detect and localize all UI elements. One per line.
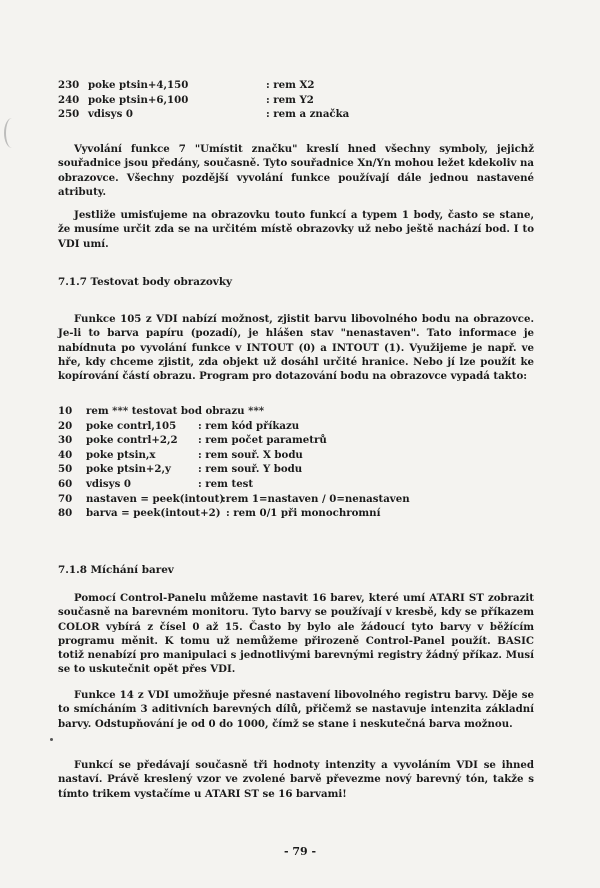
code-comment: : rem X2 [266,79,315,91]
code-line [58,506,410,521]
code-line [58,78,349,93]
paragraph: Vyvolání funkce 7 "Umístit značku" kreslí hned všechny symboly, jejichž souřadnice jsou předány, současně. Tyto souřadnice Xn/Yn mohou ležet kdekoliv na obrazovce. Všechny pozdější vyvolání funkce používají dále jednou nastavené atributy. [58,143,534,198]
code-line [58,93,349,108]
line-number: 240 [58,93,80,106]
section-heading: 7.1.7 Testovat body obrazovky [58,276,233,288]
line-number: 80 [58,507,73,520]
line-number: 230 [58,79,80,91]
code-comment: : rem 0/1 při monochromní [226,507,381,520]
page-number: - 79 - [283,845,317,858]
code-statement: vdisys 0 [86,477,131,490]
line-number: 30 [58,434,73,447]
code-comment: : rem Y2 [266,93,314,106]
code-comment: : rem souř. Y bodu [198,463,303,476]
code-statement: poke ptsin,x [86,448,156,461]
section-heading: 7.1.8 Míchání barev [58,564,174,576]
code-comment: : rem kód příkazu [198,419,300,432]
code-line [58,477,410,492]
paragraph: Funkce 105 z VDI nabízí možnost, zjistit barvu libovolného bodu na obrazovce. Je-li to barva papíru (pozadí), je hlášen stav "nenastaven". Tato informace je nabídnuta po vyvolání funkce v INTOUT (0) a INTOUT (1). Využijeme je např. ve hře, kdy chceme zjistit, zda objekt už dosáhl určité hranice. Nebo jí lze použít ke kopírování částí obrazu. Program pro dotazování bodu na obrazovce vypadá takto: [58,313,534,383]
code-line [58,433,410,448]
code-comment: :rem 1=nastaven / 0=nenastaven [222,492,410,505]
line-number: 20 [58,419,73,432]
punch-hole-mark [4,118,20,148]
line-number: 70 [58,492,73,505]
paragraph: Pomocí Control-Panelu můžeme nastavit 16 barev, které umí ATARI ST zobrazit současně na barevném monitoru. Tyto barvy se používají v kresbě, kdy se příkazem COLOR vybírá z čísel 0 až 15. Často by bylo ale žádoucí tyto barvy v běžícím programu měnit. K tomu už nemůžeme přirozeně Control-Panel použít. BASIC totiž nenabízí pro manipulaci s jednotlivými barevnými registry žádný příkaz. Musí se to uskutečnit opět přes VDI. [58,592,534,676]
code-statement: poke ptsin+4,150 [88,79,189,91]
paragraph: Funkcí se předávají současně tři hodnoty intenzity a vyvoláním VDI se ihned nastaví. Právě kreslený vzor ve zvolené barvě převezme nový barevný tón, takže s tímto trikem vystačíme u ATARI ST se 16 barvami! [58,759,534,800]
code-listing-1 [58,78,349,122]
code-listing-2 [58,404,410,521]
line-number: 250 [58,108,80,121]
code-line [58,492,410,507]
code-comment: : rem počet parametrů [198,434,327,447]
line-number: 40 [58,448,73,461]
code-comment: : rem a značka [266,108,350,121]
line-number: 10 [58,405,73,417]
code-comment: : rem souř. X bodu [198,448,303,461]
line-number: 50 [58,463,73,476]
paragraph: Funkce 14 z VDI umožňuje přesné nastavení libovolného registru barvy. Děje se to smícháním 3 aditivních barevných dílů, přičemž se nastavuje intenzita základní barvy. Odstupňování je od 0 do 1000, čímž se stane i neskutečná barva možnou. [58,689,534,730]
code-statement: poke ptsin+6,100 [88,93,189,106]
code-statement: poke ptsin+2,y [86,463,171,476]
code-statement: poke contrl,105 [86,419,177,432]
code-statement: vdisys 0 [88,108,133,121]
scan-speck [50,738,53,741]
code-line [58,404,410,419]
code-statement: poke contrl+2,2 [86,434,178,447]
line-number: 60 [58,477,73,490]
code-statement: barva = peek(intout+2) [86,507,221,520]
code-line [58,462,410,477]
code-statement: rem *** testovat bod obrazu *** [86,405,265,417]
code-line [58,419,410,434]
code-line [58,448,410,463]
code-comment: : rem test [198,477,254,490]
paragraph: Jestliže umisťujeme na obrazovku touto funkcí a typem 1 body, často se stane, že musíme určit zda se na určitém místě obrazovky už nebo ještě nachází bod. I to VDI umí. [58,209,534,250]
code-statement: nastaven = peek(intout) [86,492,225,505]
code-line [58,107,349,122]
